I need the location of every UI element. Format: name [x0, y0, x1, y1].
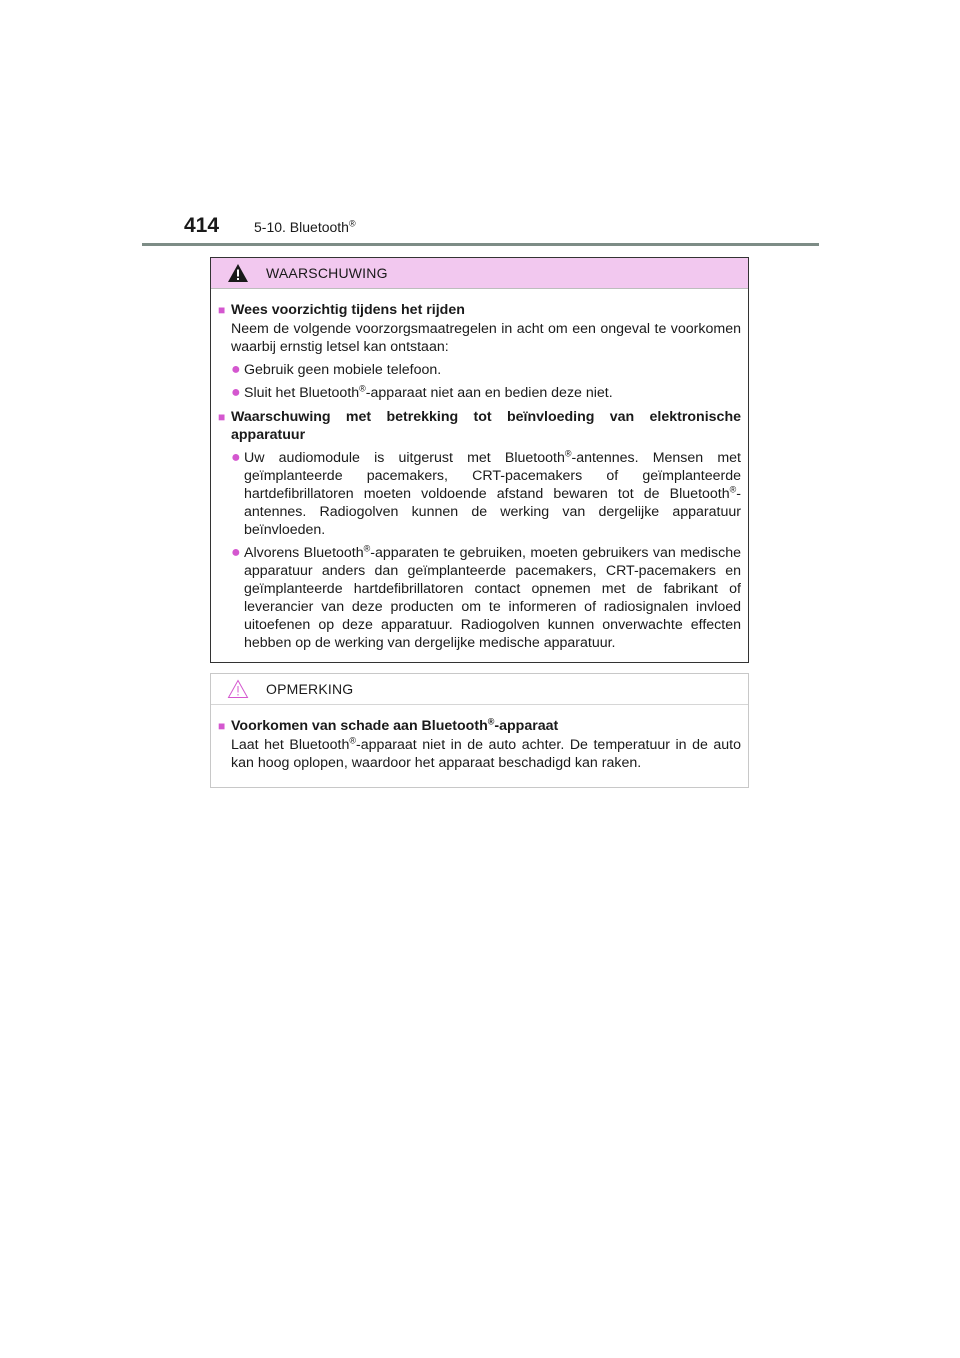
square-bullet-icon: ■ — [218, 303, 226, 317]
round-bullet-icon: ● — [231, 384, 241, 401]
warning-box — [210, 257, 749, 663]
page-header — [184, 214, 356, 238]
round-bullet-icon: ● — [231, 361, 241, 378]
warning-triangle-outline-icon — [227, 679, 249, 699]
warning-heading-2: ■ Waarschuwing met betrekking tot beïnvloeding van elektronische apparatuur — [218, 409, 741, 443]
warning-intro: Neem de volgende voorzorgsmaatregelen in acht om een ongeval te voorkomen waarbij ernstig letsel kan ontstaan: — [231, 321, 741, 355]
note-box — [210, 673, 749, 788]
note-heading: ■ Voorkomen van schade aan Bluetooth®-apparaat — [218, 716, 559, 734]
warning-heading-1: ■ Wees voorzichtig tijdens het rijden — [218, 302, 465, 318]
warning-triangle-icon — [227, 263, 249, 283]
list-item: ● Uw audiomodule is uitgerust met Bluetooth®-antennes. Mensen met geïmplanteerde pacemakers, CRT-pacemakers of geïmplanteerde hartdefibrillatoren moeten voldoende afstand bewaren tot de Bluetooth®-antennes. Radiogolven kunnen de werking van dergelijke apparatuur beïnvloeden. — [231, 448, 741, 538]
list-item: ● Gebruik geen mobiele telefoon. — [231, 361, 442, 378]
list-item: ● Sluit het Bluetooth®-apparaat niet aan en bedien deze niet. — [231, 383, 613, 401]
note-title: OPMERKING — [266, 681, 354, 697]
square-bullet-icon: ■ — [218, 719, 226, 733]
header-rule — [142, 243, 819, 246]
round-bullet-icon: ● — [231, 449, 241, 466]
warning-header — [211, 258, 748, 289]
note-header — [211, 674, 748, 705]
square-bullet-icon: ■ — [218, 410, 226, 424]
list-item: ● Alvorens Bluetooth®-apparaten te gebruiken, moeten gebruikers van medische apparatuur anders dan geïmplanteerde pacemakers, CRT-pacemakers en geïmplanteerde hartdefibrillatoren contact opnemen met de fabrikant of leverancier van deze producten om te informeren of radiosignalen invloed uitoefenen op deze apparatuur. Radiogolven kunnen onverwachte effecten hebben op de werking van dergelijke medische apparatuur. — [231, 543, 741, 651]
note-text: Laat het Bluetooth®-apparaat niet in de auto achter. De temperatuur in de auto kan hoog oplopen, waardoor het apparaat beschadigd kan raken. — [231, 735, 742, 771]
warning-title: WAARSCHUWING — [266, 265, 388, 281]
page-number: 414 — [184, 214, 220, 237]
round-bullet-icon: ● — [231, 544, 241, 561]
section-title: 5-10. Bluetooth® — [254, 218, 356, 235]
